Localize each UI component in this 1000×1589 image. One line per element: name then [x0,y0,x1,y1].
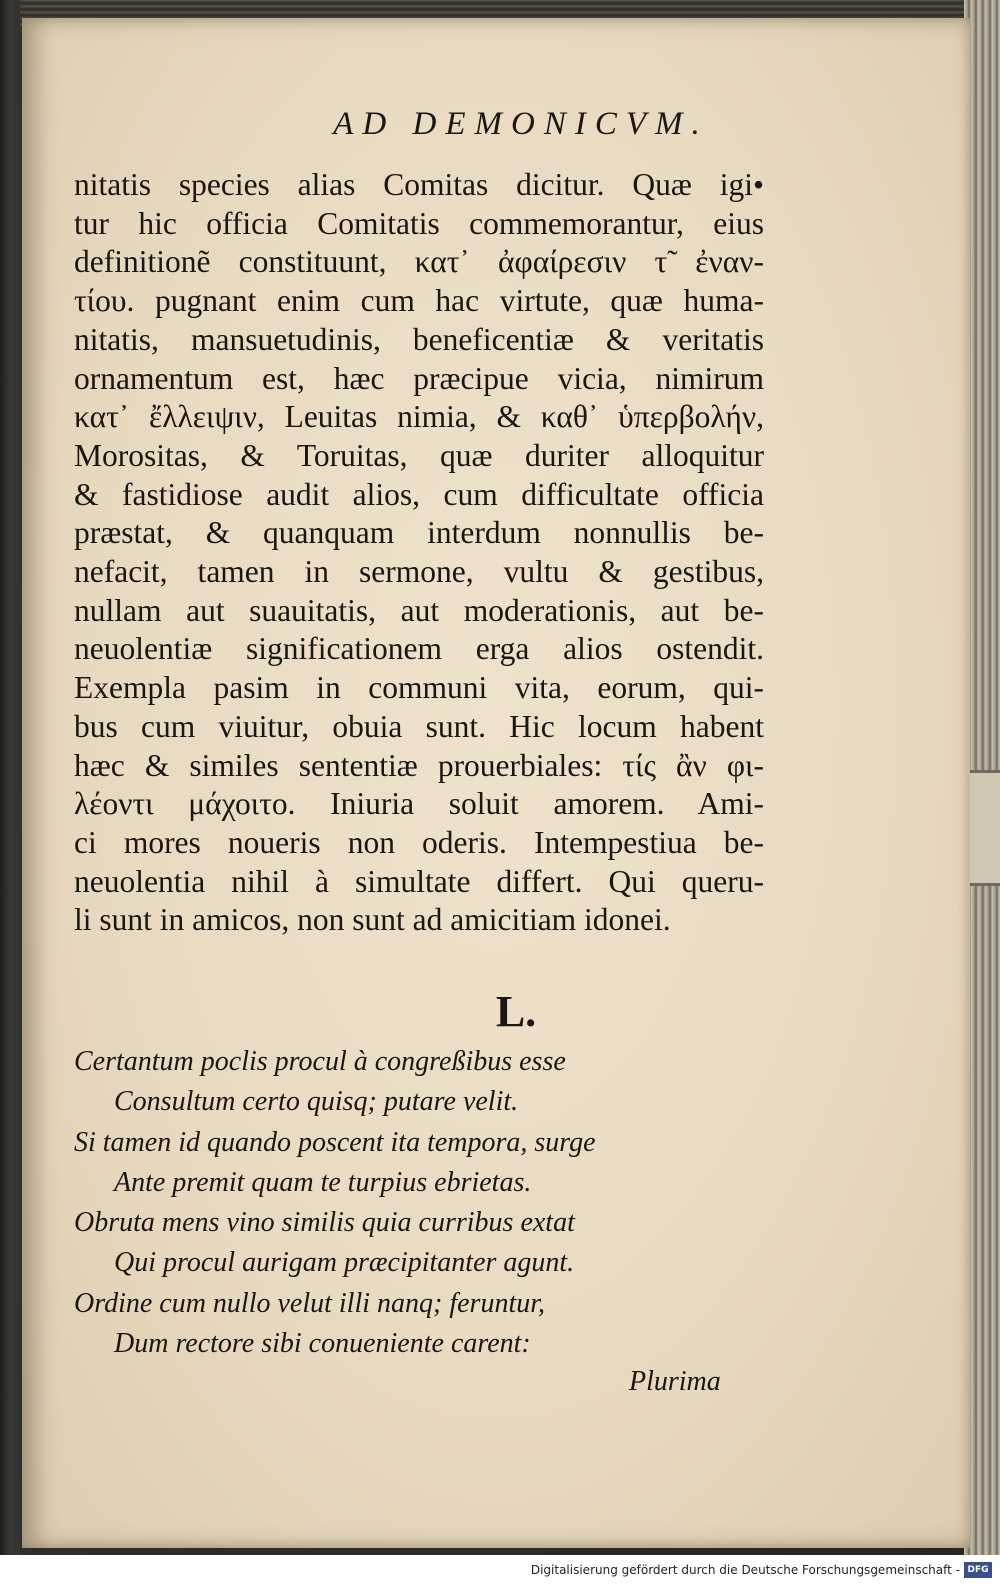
prose-line: hæc & similes sententiæ prouerbiales: τίς ἂν φι- [74,747,764,783]
prose-line: neuolentia nihil à simultate differt. Qui queru- [74,863,764,899]
prose-line: Morositas, & Toruitas, quæ duriter alloquitur [74,437,764,473]
prose-line: neuolentiæ significationem erga alios ostendit. [74,631,764,667]
prose-line: τίου. pugnant enim cum hac virtute, quæ huma- [74,283,764,319]
prose-block [74,166,764,940]
chapter-mark: L. [495,987,537,1036]
book-page [22,18,970,1548]
prose-line: λέοντι μάχοιτο. Iniuria soluit amorem. Ami- [74,786,764,822]
verse-block [74,1042,764,1364]
prose-line: li sunt in amicos, non sunt ad amicitiam idonei. [74,902,671,938]
prose-line: bus cum viuitur, obuia sunt. Hic locum habent [74,708,764,744]
prose-line: nullam aut suauitatis, aut moderationis, aut be- [74,592,764,628]
running-head: AD DEMONICVM. [333,106,709,142]
prose-line: tur hic officia Comitatis commemorantur, eius [74,205,764,241]
prose-line: ornamentum est, hæc præcipue vicia, nimirum [74,360,764,396]
prose-line: definitionẽ constituunt, κατ᾽ ἀφαίρεσιν τ̃ ἐναν- [74,244,764,280]
verse-line: Ordine cum nullo velut illi nanq; feruntur, [74,1287,546,1319]
verse-line: Obruta mens vino similis quia curribus extat [74,1207,575,1239]
verse-line: Qui procul aurigam præcipitanter agunt. [114,1247,575,1279]
prose-line: nitatis species alias Comitas dicitur. Quæ igi• [74,167,764,202]
catchword: Plurima [629,1366,721,1397]
verse-line: Consultum certo quisq; putare velit. [114,1086,519,1118]
prose-line: Exempla pasim in communi vita, eorum, qui- [74,670,764,706]
prose-line: nefacit, tamen in sermone, vultu & gestibus, [74,554,764,590]
prose-line: nitatis, mansuetudinis, beneficentiæ & veritatis [74,321,764,357]
verse-line: Dum rectore sibi conueniente carent: [114,1328,531,1360]
prose-line: ci mores noueris non oderis. Intempestiua be- [74,824,764,860]
verse-line: Si tamen id quando poscent ita tempora, surge [74,1126,596,1158]
dfg-logo-icon: DFG [964,1562,992,1578]
verse-line: Certantum poclis procul à congreßibus esse [74,1046,566,1077]
verse-line: Ante premit quam te turpius ebrietas. [114,1166,532,1198]
prose-line: & fastidiose audit alios, cum difficultate officia [74,476,764,512]
prose-line: κατ᾽ ἔλλειψιν, Leuitas nimia, & καθ᾽ ὑπερβολήν, [74,399,764,435]
footer-credit: Digitalisierung gefördert durch die Deutsche Forschungsgemeinschaft - [530,1563,960,1577]
footer-bar [0,1555,1000,1589]
prose-line: præstat, & quanquam interdum nonnullis be- [74,515,764,551]
